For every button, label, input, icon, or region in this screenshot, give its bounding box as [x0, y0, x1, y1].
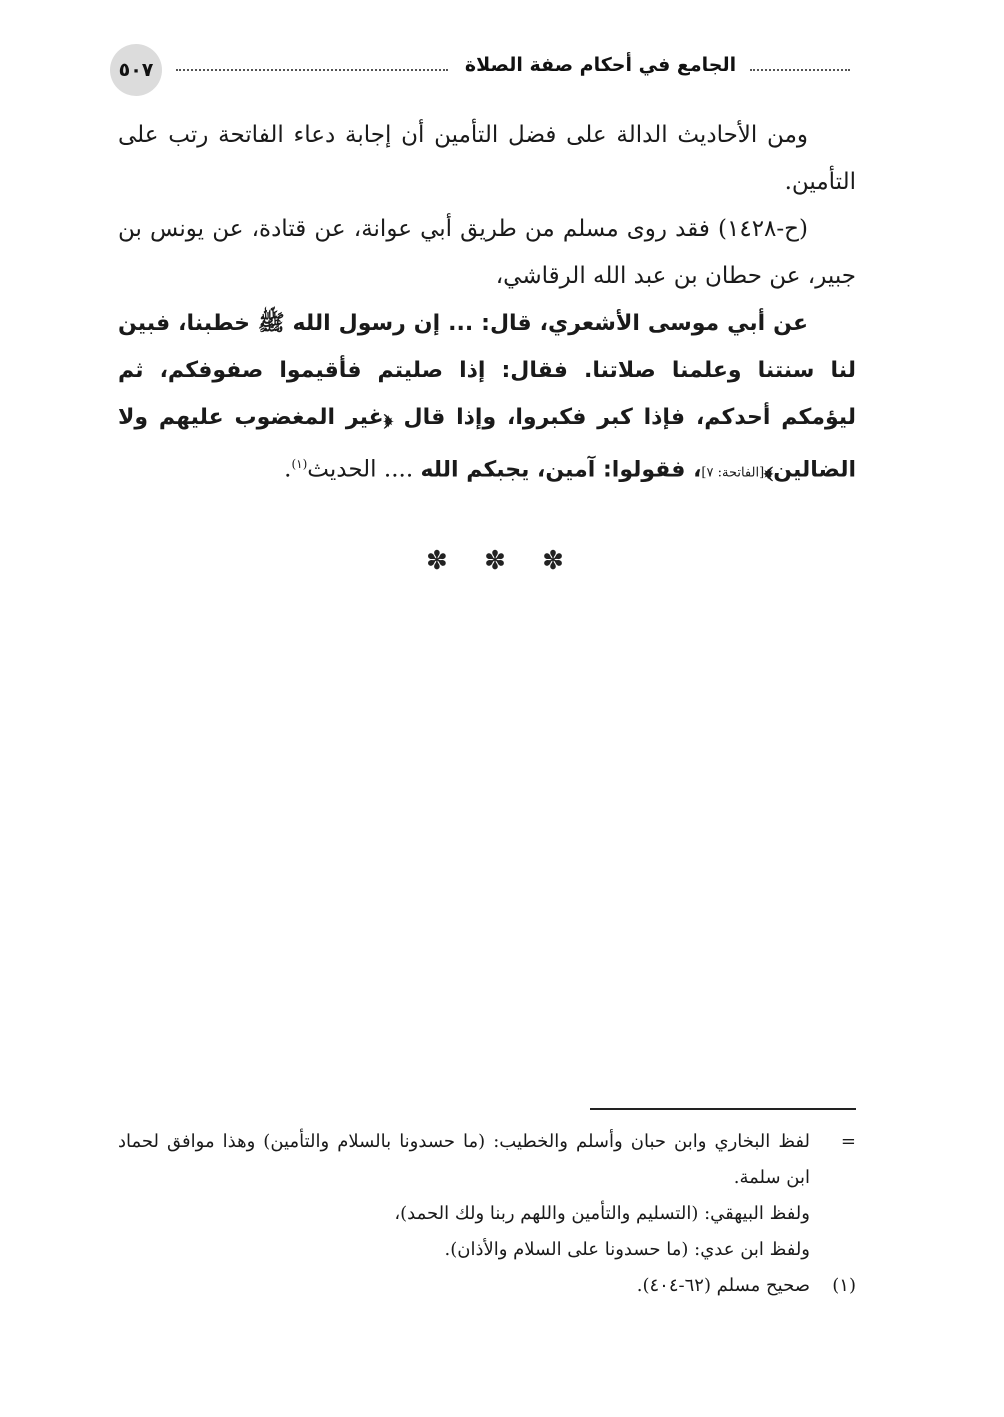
- footnote-continuation: [118, 1124, 856, 1196]
- main-text: [118, 112, 856, 497]
- footnote-1-mark: (١): [832, 1275, 856, 1296]
- footnote-1: [118, 1268, 856, 1304]
- quran-reference: [الفاتحة: ٧]: [701, 465, 765, 481]
- header-dotted-leader-left: [176, 69, 448, 71]
- continuation-mark: =: [840, 1131, 856, 1152]
- page-number: ٥٠٧: [110, 44, 162, 96]
- footnote-1-text: صحيح مسلم (٦٢-٤٠٤).: [636, 1275, 810, 1296]
- hadith-end-punct: .: [284, 456, 292, 483]
- footnote-separator: [590, 1108, 856, 1110]
- footnote-continuation: [118, 1232, 856, 1268]
- paragraph-intro: ومن الأحاديث الدالة على فضل التأمين أن إجابة دعاء الفاتحة رتب على التأمين.: [118, 122, 856, 195]
- paragraph-isnad: (ح-١٤٢٨) فقد روى مسلم من طريق أبي عوانة، عن قتادة، عن يونس بن جبير، عن حطان بن عبد الله الرقاشي،: [118, 216, 856, 289]
- flower-ornament-icon: ✽: [426, 546, 462, 576]
- hadith-tail: .... الحديث: [307, 456, 421, 483]
- header-dotted-leader-right: [750, 69, 850, 71]
- flower-ornament-icon: ✽: [542, 546, 578, 576]
- footnote-continuation: [118, 1196, 856, 1232]
- hadith-text-part1: عن أبي موسى الأشعري، قال: ... إن رسول الله ﷺ خطبنا، فبين لنا سنتنا وعلمنا صلاتنا. فقال: إذا صليتم فأقيموا صفوفكم، ثم ليؤمكم أحدكم، فإذا كبر فكبروا، وإذا قال ﴿غير المغضوب عليهم ولا الضالين﴾: [118, 311, 856, 483]
- flower-ornament-icon: ✽: [484, 546, 520, 576]
- footnote-ref-1[interactable]: (١): [291, 457, 308, 471]
- footnote-continuation-line2: ولفظ البيهقي: (التسليم والتأمين واللهم ربنا ولك الحمد)،: [394, 1203, 810, 1224]
- running-title: الجامع في أحكام صفة الصلاة: [464, 54, 737, 76]
- page-header: [110, 44, 855, 96]
- footnote-continuation-line1: لفظ البخاري وابن حبان وأسلم والخطيب: (ما حسدونا بالسلام والتأمين) وهذا موافق لحماد ابن سلمة.: [118, 1131, 810, 1188]
- paragraph-hadith: [118, 300, 856, 497]
- footnote-continuation-line3: ولفظ ابن عدي: (ما حسدونا على السلام والأذان).: [444, 1239, 810, 1260]
- hadith-text-part2: ، فقولوا: آمين، يجبكم الله: [420, 457, 702, 483]
- footnotes: [118, 1124, 856, 1304]
- section-divider-ornaments: [0, 546, 1004, 576]
